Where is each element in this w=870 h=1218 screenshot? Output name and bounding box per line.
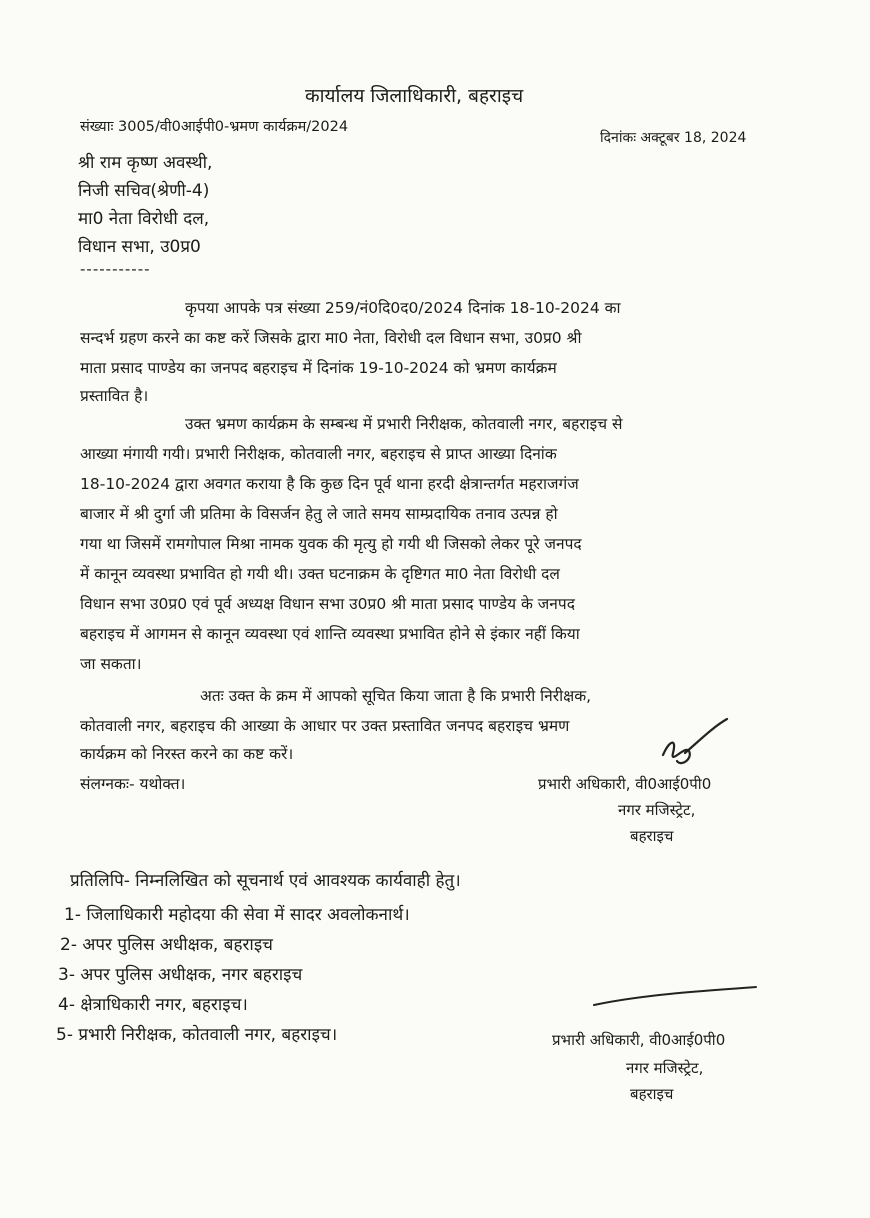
signature-mark (590, 985, 760, 1010)
copy-heading: प्रतिलिपि- निम्नलिखित को सूचनार्थ एवं आवश्यक कार्यवाही हेतु। (70, 871, 461, 891)
signatory-1-designation: नगर मजिस्ट्रेट, (618, 801, 696, 819)
addressee-line: विधान सभा, उ0प्र0 (78, 237, 201, 257)
body-line: बहराइच में आगमन से कानून व्यवस्था एवं शान्ति व्यवस्था प्रभावित होने से इंकार नहीं किया (80, 625, 580, 643)
addressee-line: श्री राम कृष्ण अवस्थी, (78, 153, 213, 173)
body-line: कार्यक्रम को निरस्त करने का कष्ट करें। (80, 745, 294, 763)
office-heading: कार्यालय जिलाधिकारी, बहराइच (305, 85, 524, 107)
enclosure-note: संलग्नकः- यथोक्त। (80, 775, 186, 793)
letter-date: दिनांकः अक्टूबर 18, 2024 (600, 130, 747, 146)
body-line: अतः उक्त के क्रम में आपको सूचित किया जाता है कि प्रभारी निरीक्षक, (200, 687, 592, 705)
body-line: बाजार में श्री दुर्गा जी प्रतिमा के विसर्जन हेतु ले जाते समय साम्प्रदायिक तनाव उत्पन्न हो (80, 505, 558, 523)
body-line: 18-10-2024 द्वारा अवगत कराया है कि कुछ दिन पूर्व थाना हरदी क्षेत्रान्तर्गत महराजगंज (80, 475, 579, 493)
signatory-2-place: बहराइच (630, 1085, 674, 1103)
body-line: जा सकता। (80, 655, 142, 673)
body-line: विधान सभा उ0प्र0 एवं पूर्व अध्यक्ष विधान सभा उ0प्र0 श्री माता प्रसाद पाण्डेय के जनपद (80, 595, 575, 613)
body-line: कोतवाली नगर, बहराइच की आख्या के आधार पर उक्त प्रस्तावित जनपद बहराइच भ्रमण (80, 717, 570, 735)
copy-item: 5- प्रभारी निरीक्षक, कोतवाली नगर, बहराइच। (56, 1025, 338, 1045)
body-line: में कानून व्यवस्था प्रभावित हो गयी थी। उक्त घटनाक्रम के दृष्टिगत मा0 नेता विरोधी दल (80, 565, 560, 583)
addressee-line: मा0 नेता विरोधी दल, (78, 209, 210, 229)
copy-item: 3- अपर पुलिस अधीक्षक, नगर बहराइच (58, 965, 303, 985)
body-line: सन्दर्भ ग्रहण करने का कष्ट करें जिसके द्वारा मा0 नेता, विरोधी दल विधान सभा, उ0प्र0 श्री (80, 329, 582, 347)
signatory-1-place: बहराइच (630, 827, 674, 845)
copy-item: 4- क्षेत्राधिकारी नगर, बहराइच। (58, 995, 248, 1015)
signatory-2-title: प्रभारी अधिकारी, वी0आई0पी0 (552, 1031, 726, 1049)
body-line: आख्या मंगायी गयी। प्रभारी निरीक्षक, कोतवाली नगर, बहराइच से प्राप्त आख्या दिनांक (80, 445, 557, 463)
reference-number: संख्याः 3005/वी0आईपी0-भ्रमण कार्यक्रम/2024 (80, 119, 349, 135)
copy-item: 1- जिलाधिकारी महोदया की सेवा में सादर अवलोकनार्थ। (64, 905, 410, 925)
body-line: कृपया आपके पत्र संख्या 259/नं0दि0द0/2024 दिनांक 18-10-2024 का (185, 299, 621, 317)
body-line: माता प्रसाद पाण्डेय का जनपद बहराइच में दिनांक 19-10-2024 को भ्रमण कार्यक्रम (80, 359, 557, 377)
signatory-2-designation: नगर मजिस्ट्रेट, (626, 1059, 704, 1077)
signatory-1-title: प्रभारी अधिकारी, वी0आई0पी0 (538, 775, 712, 793)
separator-line: ----------- (80, 260, 151, 278)
body-line: उक्त भ्रमण कार्यक्रम के सम्बन्ध में प्रभारी निरीक्षक, कोतवाली नगर, बहराइच से (185, 415, 623, 433)
body-line: प्रस्तावित है। (80, 387, 149, 405)
body-line: गया था जिसमें रामगोपाल मिश्रा नामक युवक की मृत्यु हो गयी थी जिसको लेकर पूरे जनपद (80, 535, 582, 553)
copy-item: 2- अपर पुलिस अधीक्षक, बहराइच (60, 935, 273, 955)
addressee-line: निजी सचिव(श्रेणी-4) (78, 181, 210, 201)
